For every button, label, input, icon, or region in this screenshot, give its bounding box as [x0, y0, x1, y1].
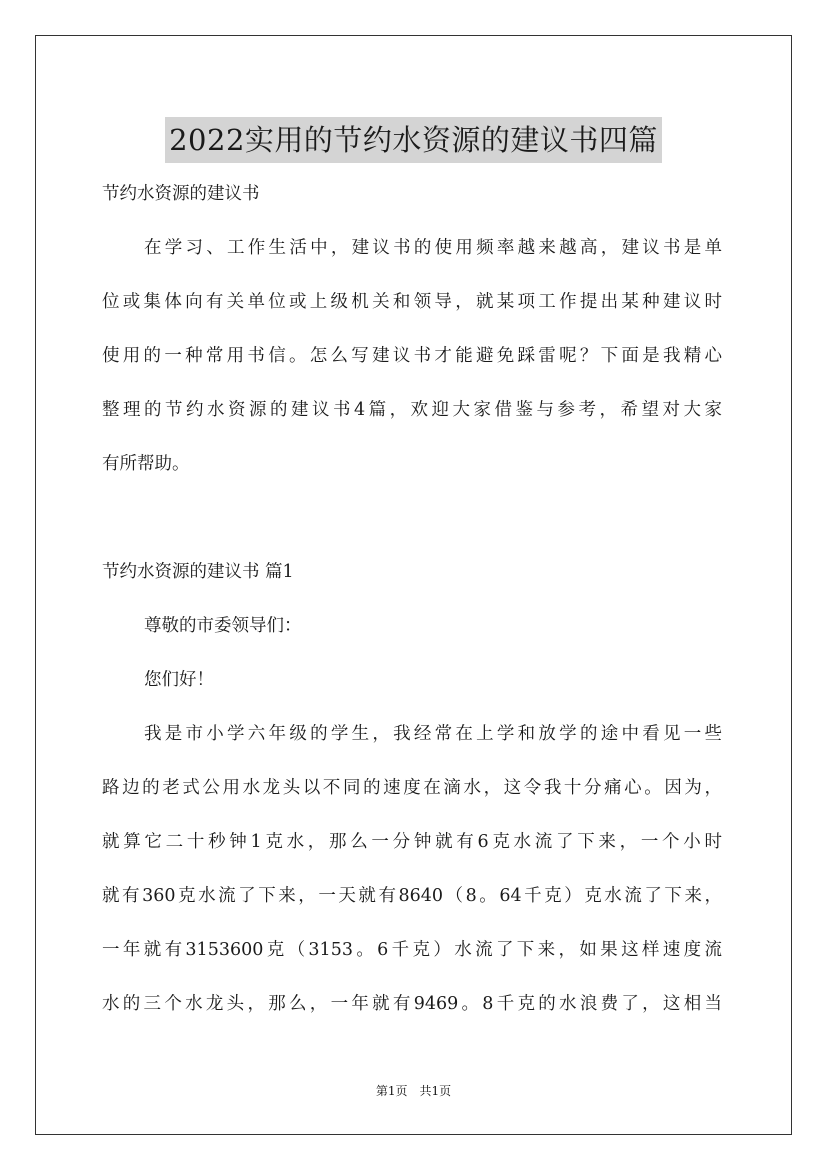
body-line-3: 就算它二十秒钟1克水，那么一分钟就有6克水流了下来，一个小时 [102, 832, 722, 852]
intro-line-3: 使用的一种常用书信。怎么写建议书才能避免踩雷呢？下面是我精心 [102, 346, 722, 366]
body-line-6: 水的三个水龙头，那么，一年就有9469。8千克的水浪费了，这相当 [102, 994, 722, 1014]
body-line-5: 一年就有3153600克（3153。6千克）水流了下来，如果这样速度流 [102, 940, 722, 960]
title-container [0, 98, 827, 183]
greeting: 您们好！ [144, 670, 214, 690]
intro-line-2: 位或集体向有关单位或上级机关和领导，就某项工作提出某种建议时 [102, 292, 722, 312]
document-title: 2022实用的节约水资源的建议书四篇 [165, 117, 662, 163]
salutation: 尊敬的市委领导们： [144, 616, 302, 636]
intro-line-1: 在学习、工作生活中，建议书的使用频率越来越高，建议书是单 [144, 238, 722, 258]
intro-heading: 节约水资源的建议书 [102, 184, 260, 204]
body-line-1: 我是市小学六年级的学生，我经常在上学和放学的途中看见一些 [144, 724, 722, 744]
section-heading: 节约水资源的建议书 篇1 [102, 562, 294, 582]
intro-line-5: 有所帮助。 [102, 454, 190, 474]
page-footer: 第1页 共1页 [375, 1084, 452, 1098]
body-line-4: 就有360克水流了下来，一天就有8640（8。64千克）克水流了下来， [102, 886, 722, 906]
intro-line-4: 整理的节约水资源的建议书4篇，欢迎大家借鉴与参考，希望对大家 [102, 400, 722, 420]
body-line-2: 路边的老式公用水龙头以不同的速度在滴水，这令我十分痛心。因为， [102, 778, 722, 798]
